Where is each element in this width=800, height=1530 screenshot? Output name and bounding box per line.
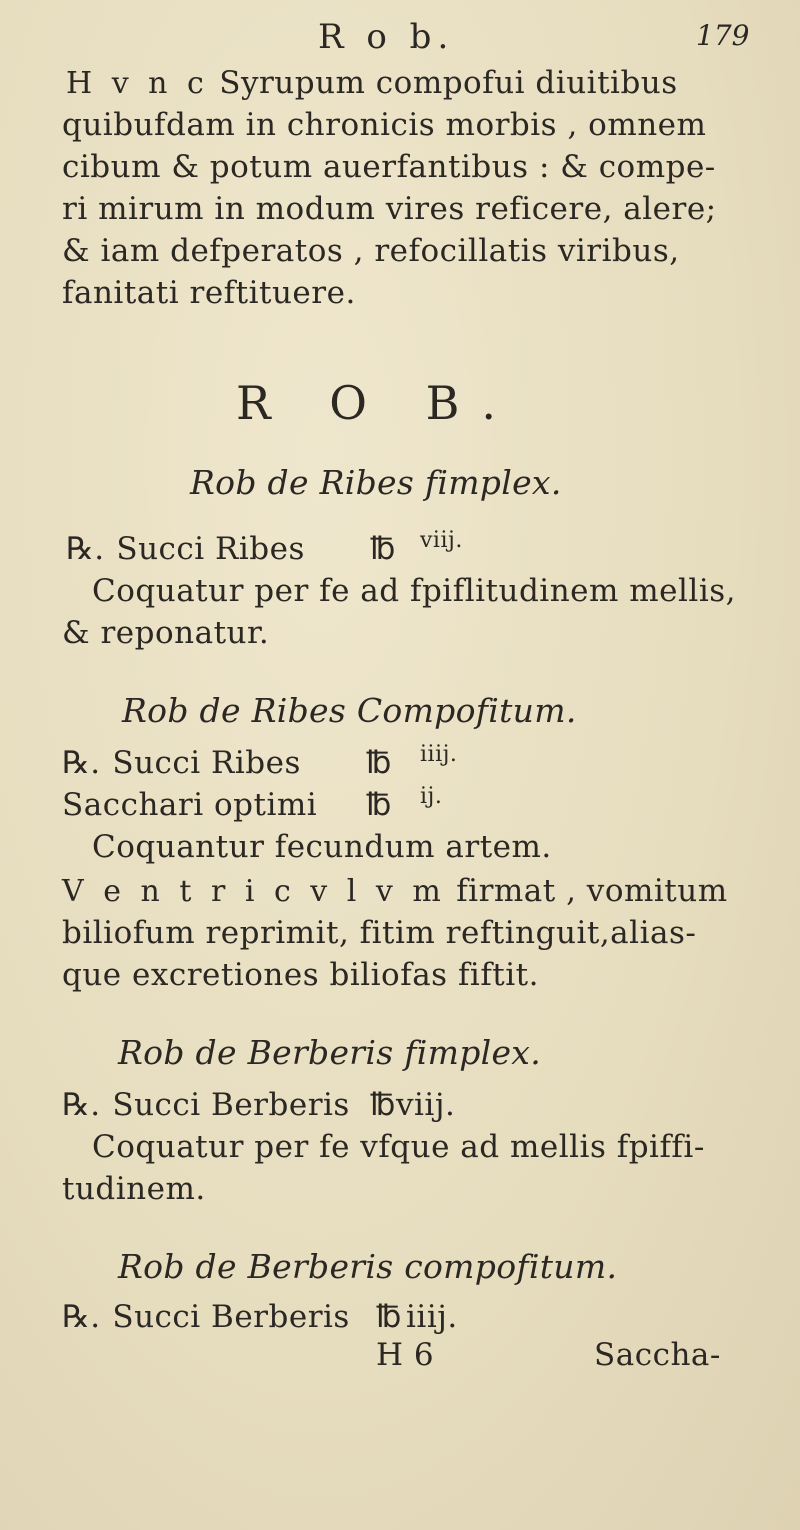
recipe-3-title: Rob de Berberis fimplex. bbox=[118, 1033, 542, 1072]
signature-mark: H 6 bbox=[376, 1337, 435, 1373]
recipe-1-title: Rob de Ribes fimplex. bbox=[190, 463, 562, 502]
recipe-2-text-1: Coquantur fecundum artem. bbox=[92, 829, 552, 865]
use-lead-caps: V e n t r i c v l v m bbox=[62, 874, 446, 909]
recipe-3-ingredient: Succi Berberis bbox=[112, 1087, 350, 1123]
section-title: R O B. bbox=[236, 376, 519, 430]
page-number: 179 bbox=[696, 19, 750, 52]
intro-line-4: ri mirum in modum vires reficere, alere; bbox=[62, 191, 717, 227]
recipe-3-quantity: viij. bbox=[396, 1087, 456, 1123]
intro-line-3: cibum & potum auerfantibus : & compe- bbox=[62, 149, 716, 185]
recipe-4-quantity: iiij. bbox=[406, 1299, 458, 1335]
recipe-2-use-line-1 bbox=[62, 873, 728, 909]
recipe-4-unit: ℔ bbox=[376, 1299, 402, 1335]
recipe-1-quantity: viij. bbox=[420, 528, 463, 553]
recipe-1-rx-line-1 bbox=[66, 531, 305, 567]
recipe-1-text-1: Coquatur per fe ad fpiflitudinem mellis, bbox=[92, 573, 737, 609]
recipe-4-title: Rob de Berberis compofitum. bbox=[118, 1247, 618, 1286]
intro-line-1 bbox=[66, 65, 678, 101]
recipe-2-quantity-1: iiij. bbox=[420, 742, 458, 767]
recipe-2-quantity-2: ij. bbox=[420, 784, 443, 809]
intro-line-2: quibufdam in chronicis morbis , omnem bbox=[62, 107, 707, 143]
intro-line-1-text: Syrupum compofui diuitibus bbox=[219, 65, 678, 101]
intro-line-5: & iam defperatos , refocillatis viribus, bbox=[62, 233, 680, 269]
recipe-2-unit-2: ℔ bbox=[366, 787, 392, 823]
intro-lead-caps: H v n c bbox=[66, 66, 209, 101]
recipe-symbol-icon: ℞. bbox=[62, 1087, 101, 1123]
recipe-3-unit: ℔ bbox=[370, 1087, 396, 1123]
recipe-3-text-2: tudinem. bbox=[62, 1171, 206, 1207]
recipe-symbol-icon: ℞. bbox=[66, 531, 105, 567]
recipe-symbol-icon: ℞. bbox=[62, 1299, 101, 1335]
recipe-symbol-icon: ℞. bbox=[62, 745, 101, 781]
recipe-3-text-1: Coquatur per fe vfque ad mellis fpiffi- bbox=[92, 1129, 705, 1165]
recipe-2-rx-line-1 bbox=[62, 745, 301, 781]
recipe-2-use-line-2: biliofum reprimit, fitim reftinguit,alias- bbox=[62, 915, 697, 951]
recipe-1-text-2: & reponatur. bbox=[62, 615, 270, 651]
recipe-3-rx-line-1 bbox=[62, 1087, 350, 1123]
recipe-4-rx-line-1 bbox=[62, 1299, 350, 1335]
recipe-2-use-line-3: que excretiones biliofas fiftit. bbox=[62, 957, 539, 993]
recipe-1-unit: ℔ bbox=[370, 531, 396, 567]
recipe-2-title: Rob de Ribes Compofitum. bbox=[122, 691, 577, 730]
recipe-4-ingredient: Succi Berberis bbox=[112, 1299, 350, 1335]
use-line-1-text: firmat , vomitum bbox=[456, 873, 728, 909]
recipe-2-ingredient-1: Succi Ribes bbox=[112, 745, 301, 781]
catchword: Saccha- bbox=[594, 1337, 721, 1373]
recipe-2-unit-1: ℔ bbox=[366, 745, 392, 781]
intro-line-6: fanitati reftituere. bbox=[62, 275, 356, 311]
recipe-2-rx-line-2: Sacchari optimi bbox=[62, 787, 318, 823]
running-head: R o b. bbox=[318, 17, 455, 57]
recipe-1-ingredient: Succi Ribes bbox=[116, 531, 305, 567]
